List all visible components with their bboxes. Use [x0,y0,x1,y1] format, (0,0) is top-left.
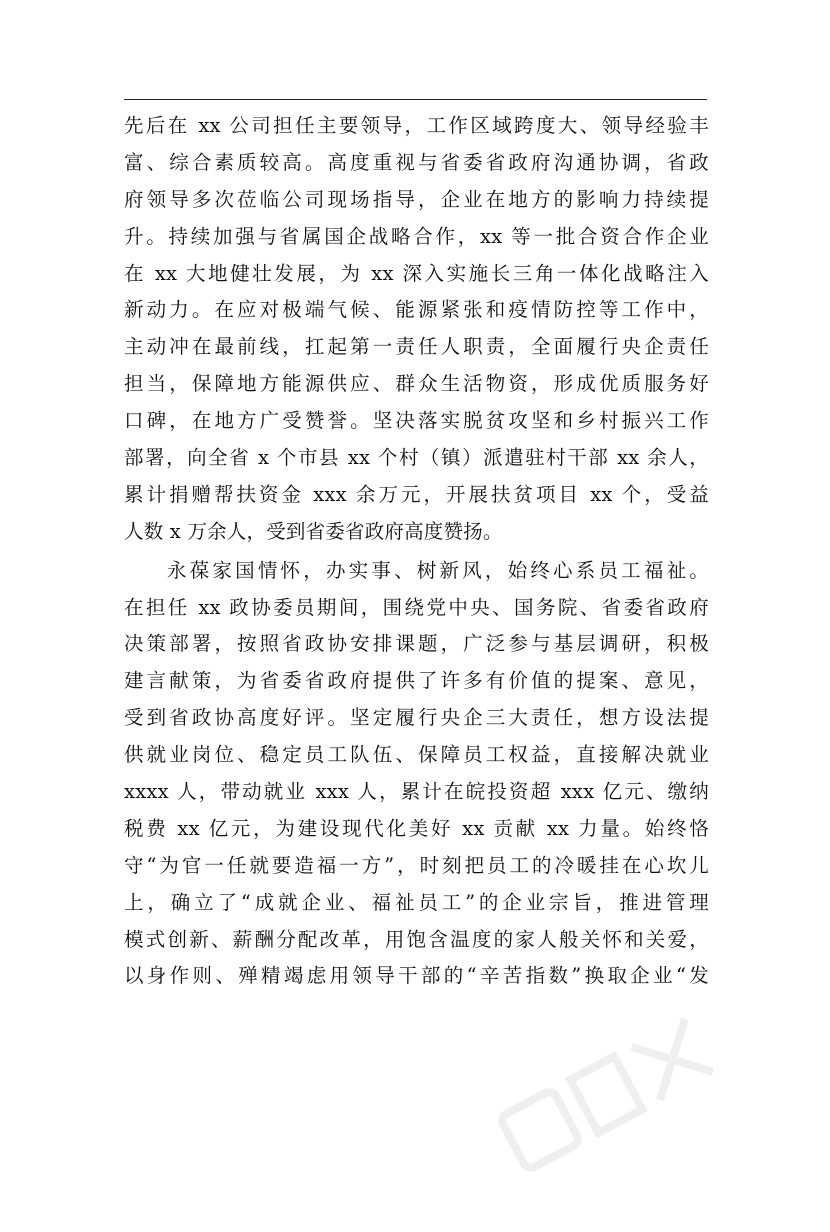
text-line: 升。持续加强与省属国企战略合作，xx 等一批合资合作企业 [124,224,709,248]
text-line: 税费 xx 亿元，为建设现代化美好 xx 贡献 xx 力量。始终恪 [124,816,709,840]
text-line: 累计捐赠帮扶资金 xxx 余万元，开展扶贫项目 xx 个，受益 [124,482,709,506]
text-line: 模式创新、薪酬分配改革，用饱含温度的家人般关怀和关爱， [124,927,709,951]
text-line: 永葆家国情怀，办实事、树新风，始终心系员工福祉。 [167,558,709,582]
text-line: 以身作则、殚精竭虑用领导干部的“辛苦指数”换取企业“发 [124,964,709,988]
body-text [124,108,709,995]
text-line: 富、综合素质较高。高度重视与省委省政府沟通协调，省政 [124,150,709,174]
text-line: 在担任 xx 政协委员期间，围绕党中央、国务院、省委省政府 [124,595,709,619]
text-line: 守“为官一任就要造福一方”，时刻把员工的冷暖挂在心坎儿 [124,853,709,877]
watermark-logo-icon [481,992,759,1228]
text-line: 供就业岗位、稳定员工队伍、保障员工权益，直接解决就业 [124,743,709,767]
text-line: 决策部署，按照省政协安排课题，广泛参与基层调研，积极 [124,632,709,656]
text-line: 部署，向全省 x 个市县 xx 个村（镇）派遣驻村干部 xx 余人， [124,446,709,470]
text-line: xxxx 人，带动就业 xxx 人，累计在皖投资超 xxx 亿元、缴纳 [124,780,709,804]
text-line: 先后在 xx 公司担任主要领导，工作区域跨度大、领导经验丰 [124,114,709,137]
paragraph-1 [124,108,709,551]
text-line: 上，确立了“成就企业、福祉员工”的企业宗旨，推进管理 [124,890,709,914]
text-line: 建言献策，为省委省政府提供了许多有价值的提案、意见， [124,669,709,693]
text-line: 担当，保障地方能源供应、群众生活物资，形成优质服务好 [124,372,709,396]
text-line: 在 xx 大地健壮发展，为 xx 深入实施长三角一体化战略注入 [124,261,709,285]
text-line: 府领导多次莅临公司现场指导，企业在地方的影响力持续提 [124,187,709,211]
text-line: 受到省政协高度好评。坚定履行央企三大责任，想方设法提 [124,706,709,730]
header-rule [124,99,707,100]
watermark-logo [481,992,759,1228]
text-line: 口碑，在地方广受赞誉。坚决落实脱贫攻坚和乡村振兴工作 [124,409,709,433]
text-line: 人数 x 万余人，受到省委省政府高度赞扬。 [124,519,503,543]
paragraph-2 [124,553,709,996]
text-line: 主动冲在最前线，扛起第一责任人职责，全面履行央企责任 [124,335,709,359]
text-line: 新动力。在应对极端气候、能源紧张和疫情防控等工作中， [124,298,709,322]
